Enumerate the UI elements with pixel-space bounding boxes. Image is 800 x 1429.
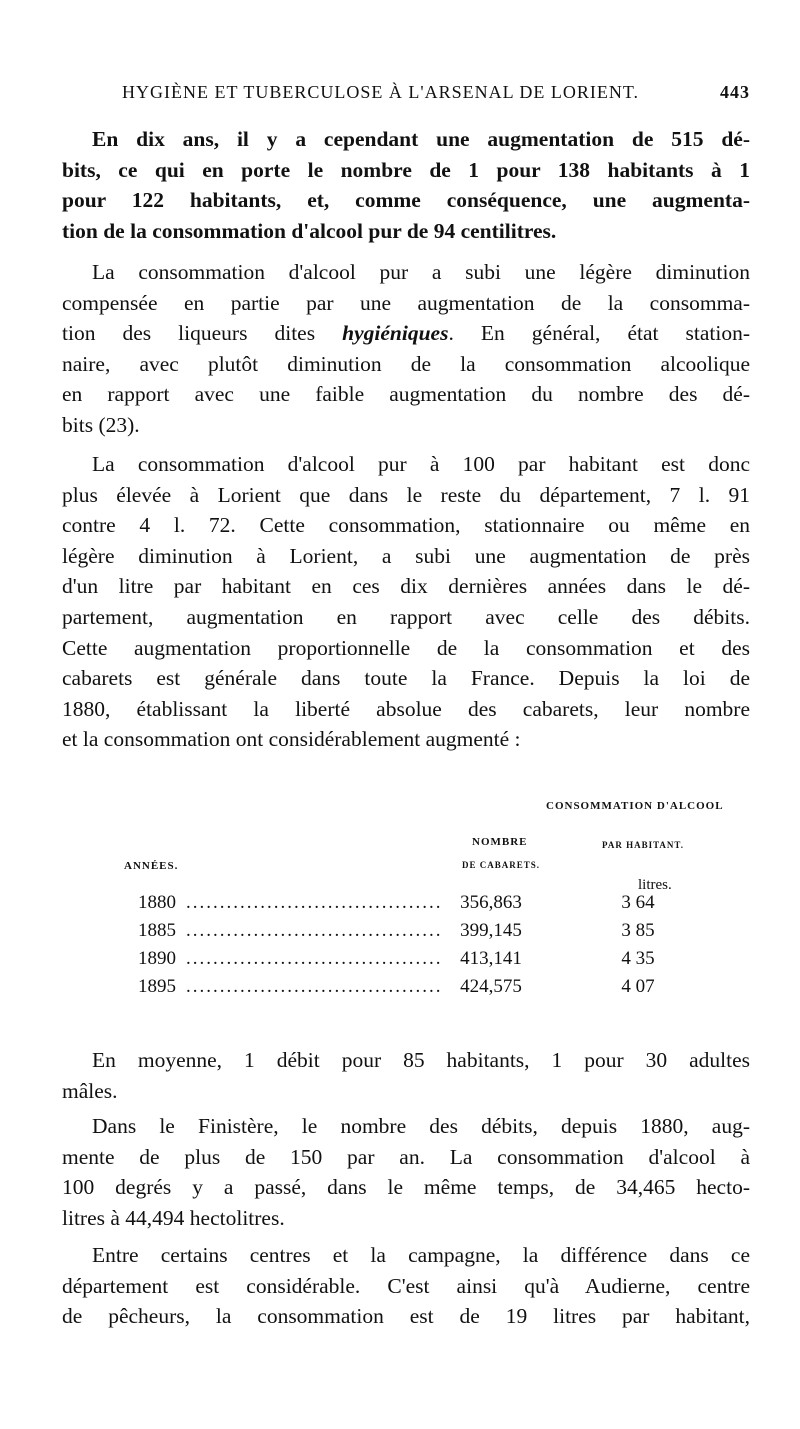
- consumption-cell: 3 85: [621, 920, 655, 941]
- text-line: cabarets est générale dans toute la France. Depuis la loi de: [62, 666, 750, 691]
- text-line: bits (23).: [62, 412, 140, 437]
- paragraph-6: [62, 1240, 750, 1332]
- emphasized-word: hygiéniques: [342, 321, 449, 346]
- cabarets-cell: 424,575: [460, 976, 522, 997]
- leader-dots: ......................................: [186, 976, 443, 997]
- paragraph-4: [62, 1045, 750, 1106]
- text-line: En dix ans, il y a cependant une augmentation de 515 dé-: [92, 127, 750, 151]
- text-line: et la consommation ont considérablement augmenté :: [62, 727, 521, 752]
- year-cell: 1890: [138, 948, 176, 969]
- text-line: contre 4 l. 72. Cette consommation, stationnaire ou même en: [62, 513, 750, 538]
- text-line: de pêcheurs, la consommation est de 19 litres par habitant,: [62, 1304, 750, 1329]
- text-line: département est considérable. C'est ainsi qu'à Audierne, centre: [62, 1273, 750, 1298]
- header-years: ANNÉES.: [124, 860, 179, 872]
- text-line: tion de la consommation d'alcool pur de 94 centilitres.: [62, 218, 557, 243]
- text-line: compensée en partie par une augmentation de la consomma-: [62, 290, 750, 315]
- text-line: Entre certains centres et la campagne, la différence dans ce: [92, 1243, 750, 1267]
- year-cell: 1885: [138, 920, 176, 941]
- text-line: d'un litre par habitant en ces dix dernières années dans le dé-: [62, 574, 750, 599]
- paragraph-2: [62, 257, 750, 441]
- leader-dots: ......................................: [186, 920, 443, 941]
- text-line: en rapport avec une faible augmentation du nombre des dé-: [62, 382, 750, 407]
- table-row: [62, 976, 750, 1004]
- text-line: plus élevée à Lorient que dans le reste du département, 7 l. 91: [62, 482, 750, 507]
- cabarets-cell: 399,145: [460, 920, 522, 941]
- paragraph-5: [62, 1111, 750, 1233]
- table-row: [62, 948, 750, 976]
- page-number: 443: [720, 82, 750, 102]
- header-consumption: CONSOMMATION D'ALCOOL: [546, 800, 724, 812]
- table-row: [62, 892, 750, 920]
- running-title: HYGIÈNE ET TUBERCULOSE À L'ARSENAL DE LORIENT.: [122, 82, 640, 102]
- text-line: légère diminution à Lorient, a subi une augmentation de près: [62, 543, 750, 568]
- cabarets-cell: 413,141: [460, 948, 522, 969]
- header-count: NOMBRE: [472, 836, 528, 848]
- text-line: bits, ce qui en porte le nombre de 1 pour 138 habitants à 1: [62, 157, 750, 182]
- header-count-sub: DE CABARETS.: [462, 860, 541, 870]
- year-cell: 1880: [138, 892, 176, 913]
- consumption-cell: 4 35: [621, 948, 655, 969]
- unit-label: litres.: [638, 877, 672, 893]
- year-cell: 1895: [138, 976, 176, 997]
- statistics-table: [62, 800, 750, 1030]
- text-line: Cette augmentation proportionnelle de la consommation et des: [62, 635, 750, 660]
- cabarets-cell: 356,863: [460, 892, 522, 913]
- text-line: En moyenne, 1 débit pour 85 habitants, 1 pour 30 adultes: [92, 1048, 750, 1072]
- text-line: litres à 44,494 hectolitres.: [62, 1205, 285, 1230]
- consumption-cell: 3 64: [621, 892, 655, 913]
- running-header: [122, 82, 750, 103]
- leader-dots: ......................................: [186, 948, 443, 969]
- text-line: tion des liqueurs dites hygiéniques. En général, état station-: [62, 321, 751, 346]
- text-line: Dans le Finistère, le nombre des débits, depuis 1880, aug-: [92, 1114, 750, 1138]
- text-line: La consommation d'alcool pur à 100 par habitant est donc: [92, 452, 750, 476]
- header-consumption-sub: PAR HABITANT.: [602, 840, 685, 850]
- text-line: mâles.: [62, 1078, 118, 1103]
- text-line: partement, augmentation en rapport avec celle des débits.: [62, 604, 750, 629]
- text-line: pour 122 habitants, et, comme conséquence, une augmenta-: [62, 188, 750, 213]
- paragraph-1: [62, 124, 750, 246]
- paragraph-3: [62, 449, 750, 755]
- text-line: La consommation d'alcool pur a subi une légère diminution: [92, 260, 750, 284]
- text-line: 100 degrés y a passé, dans le même temps, de 34,465 hecto-: [62, 1175, 750, 1200]
- text-line: 1880, établissant la liberté absolue des cabarets, leur nombre: [62, 696, 750, 721]
- text-line: naire, avec plutôt diminution de la consommation alcoolique: [62, 351, 750, 376]
- text-line: mente de plus de 150 par an. La consommation d'alcool à: [62, 1144, 750, 1169]
- consumption-cell: 4 07: [621, 976, 655, 997]
- table-row: [62, 920, 750, 948]
- leader-dots: ......................................: [186, 892, 443, 913]
